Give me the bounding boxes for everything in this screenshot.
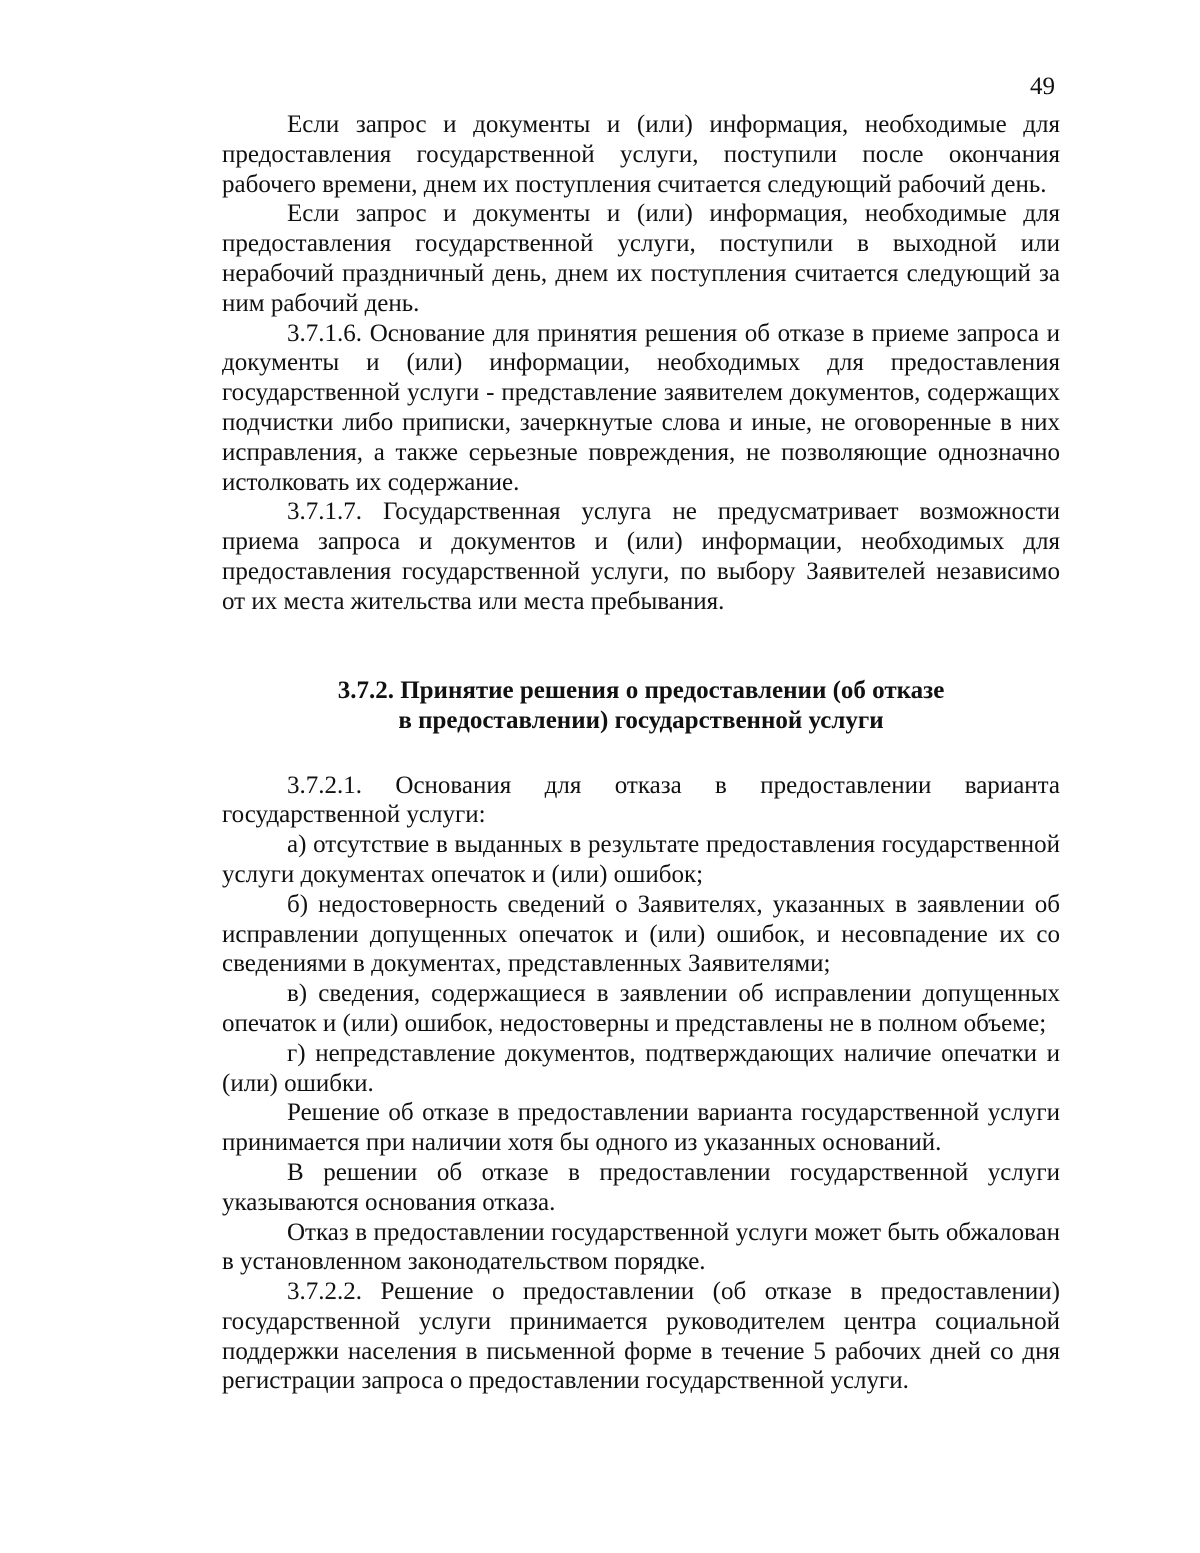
paragraph: В решении об отказе в предоставлении государственной услуги указываются основания отказа. [222, 1158, 1060, 1216]
page-number: 49 [1030, 73, 1055, 100]
section-heading-line-1: 3.7.2. Принятие решения о предоставлении (об отказе [337, 676, 945, 704]
paragraph: Отказ в предоставлении государственной услуги может быть обжалован в установленном законодательством порядке. [222, 1218, 1060, 1276]
list-item-b: б) недостоверность сведений о Заявителях, указанных в заявлении об исправлении допущенных опечаток и (или) ошибок, и несовпадение их со сведениями в документах, представленных Заявителями; [222, 890, 1060, 978]
list-item-g: г) непредставление документов, подтверждающих наличие опечатки и (или) ошибки. [222, 1039, 1060, 1097]
paragraph: Если запрос и документы и (или) информация, необходимые для предоставления государственной услуги, поступили после окончания рабочего времени, днем их поступления считается следующий рабочий день. [222, 111, 1060, 198]
spacer [222, 617, 1060, 676]
spacer [222, 736, 1060, 771]
section-heading-line-2: в предоставлении) государственной услуги [398, 706, 884, 734]
paragraph-3-7-2-1: 3.7.2.1. Основания для отказа в предоставлении варианта государственной услуги: [222, 771, 1060, 829]
paragraph: Если запрос и документы и (или) информация, необходимые для предоставления государственной услуги, поступили в выходной или нерабочий праздничный день, днем их поступления считается следующий за ним рабочий день. [222, 200, 1060, 317]
document-body [222, 110, 1060, 1396]
list-item-v: в) сведения, содержащиеся в заявлении об исправлении допущенных опечаток и (или) ошибок, недостоверны и представлены не в полном объеме; [222, 980, 1060, 1037]
paragraph: Решение об отказе в предоставлении варианта государственной услуги принимается при наличии хотя бы одного из указанных оснований. [222, 1099, 1060, 1157]
paragraph-3-7-1-6: 3.7.1.6. Основание для принятия решения об отказе в приеме запроса и документы и (или) информации, необходимых для предоставления государственной услуги - представление заявителем документов, содержащих подчистки либо приписки, зачеркнутые слова и иные, не оговоренные в них исправления, а также серьезные повреждения, не позволяющие однозначно истолковать их содержание. [222, 319, 1060, 496]
paragraph-3-7-2-2: 3.7.2.2. Решение о предоставлении (об отказе в предоставлении) государственной услуги принимается руководителем центра социальной поддержки населения в письменной форме в течение 5 рабочих дней со дня регистрации запроса о предоставлении государственной услуги. [222, 1278, 1060, 1395]
section-heading-3-7-2 [222, 676, 1060, 736]
paragraph-3-7-1-7: 3.7.1.7. Государственная услуга не предусматривает возможности приема запроса и документов и (или) информации, необходимых для предоставления государственной услуги, по выбору Заявителей независимо от их места жительства или места пребывания. [222, 498, 1060, 615]
list-item-a: а) отсутствие в выданных в результате предоставления государственной услуги документах опечаток и (или) ошибок; [222, 831, 1060, 888]
